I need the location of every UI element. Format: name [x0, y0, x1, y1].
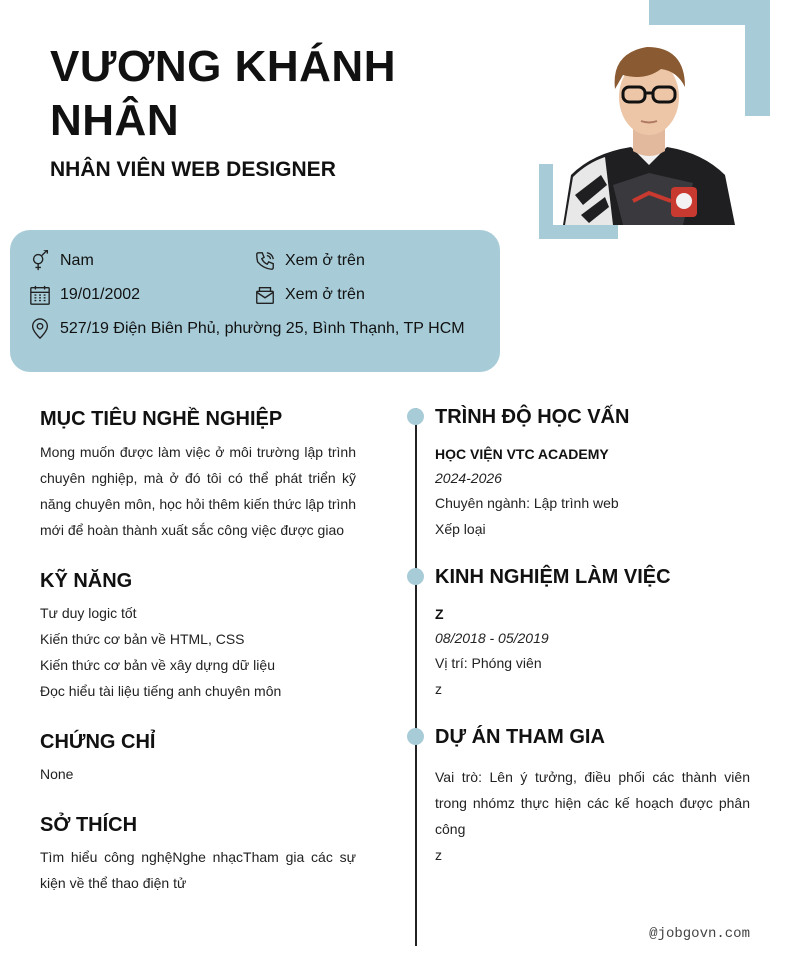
education-rank: Xếp loại [435, 521, 486, 537]
skill-item: Kiến thức cơ bản về xây dựng dữ liệu [40, 657, 275, 673]
job-title: NHÂN VIÊN WEB DESIGNER [50, 158, 336, 181]
contact-email [254, 284, 365, 306]
skills-title: KỸ NĂNG [40, 570, 133, 592]
hobbies-title: SỞ THÍCH [40, 814, 138, 836]
gender-icon [29, 250, 51, 272]
objective-text: Mong muốn được làm việc ở môi trường lập trình chuyên nghiệp, mà ở đó tôi có thể phát triển kỹ năng chuyên môn, học hỏi thêm kiến thức lập trình mới để hoàn thành xuất sắc công việc được giao [40, 444, 356, 538]
experience-position: Vị trí: Phóng viên [435, 655, 542, 671]
education-period: 2024-2026 [435, 470, 502, 486]
timeline-dot-experience [407, 568, 424, 585]
projects-title: DỰ ÁN THAM GIA [435, 726, 605, 748]
location-pin-icon [29, 318, 51, 340]
certificates-text: None [40, 766, 74, 782]
skill-item: Tư duy logic tốt [40, 605, 137, 621]
birthday-value: 19/01/2002 [60, 286, 141, 303]
calendar-icon [29, 284, 51, 306]
experience-period: 08/2018 - 05/2019 [435, 630, 549, 646]
education-title: TRÌNH ĐỘ HỌC VẤN [435, 406, 630, 428]
skills-list [40, 600, 360, 704]
skill-item: Đọc hiểu tài liệu tiếng anh chuyên môn [40, 683, 282, 699]
experience-company: Z [435, 606, 444, 622]
contact-info-box [10, 230, 500, 372]
phone-icon [254, 250, 276, 272]
gender-value: Nam [60, 252, 94, 269]
email-value: Xem ở trên [285, 286, 365, 303]
mail-icon [254, 284, 276, 306]
timeline-line [415, 408, 417, 946]
avatar-illustration [553, 25, 745, 225]
candidate-name: VƯƠNG KHÁNH NHÂN [50, 42, 396, 145]
experience-title: KINH NGHIỆM LÀM VIỆC [435, 566, 671, 588]
contact-phone [254, 250, 365, 272]
phone-value: Xem ở trên [285, 252, 365, 269]
watermark: @jobgovn.com [649, 926, 750, 942]
projects-role: Vai trò: Lên ý tưởng, điều phối các thành viên trong nhómz thực hiện các kế hoạch được phân công [435, 769, 750, 837]
education-school: HỌC VIỆN VTC ACADEMY [435, 446, 609, 462]
address-value: 527/19 Điện Biên Phủ, phường 25, Bình Thạnh, TP HCM [60, 320, 465, 337]
experience-description: z [435, 681, 442, 697]
skill-item: Kiến thức cơ bản về HTML, CSS [40, 631, 245, 647]
education-major: Chuyên ngành: Lập trình web [435, 495, 619, 511]
timeline-dot-projects [407, 728, 424, 745]
timeline-dot-education [407, 408, 424, 425]
certificates-title: CHỨNG CHỈ [40, 731, 156, 753]
contact-birthday [29, 284, 140, 306]
projects-description: z [435, 847, 442, 863]
objective-title: MỤC TIÊU NGHỀ NGHIỆP [40, 408, 283, 430]
contact-gender [29, 250, 94, 272]
profile-photo [553, 25, 745, 225]
contact-address [29, 318, 465, 340]
hobbies-text: Tìm hiểu công nghệNghe nhạcTham gia các sự kiện về thể thao điện tử [40, 849, 356, 891]
